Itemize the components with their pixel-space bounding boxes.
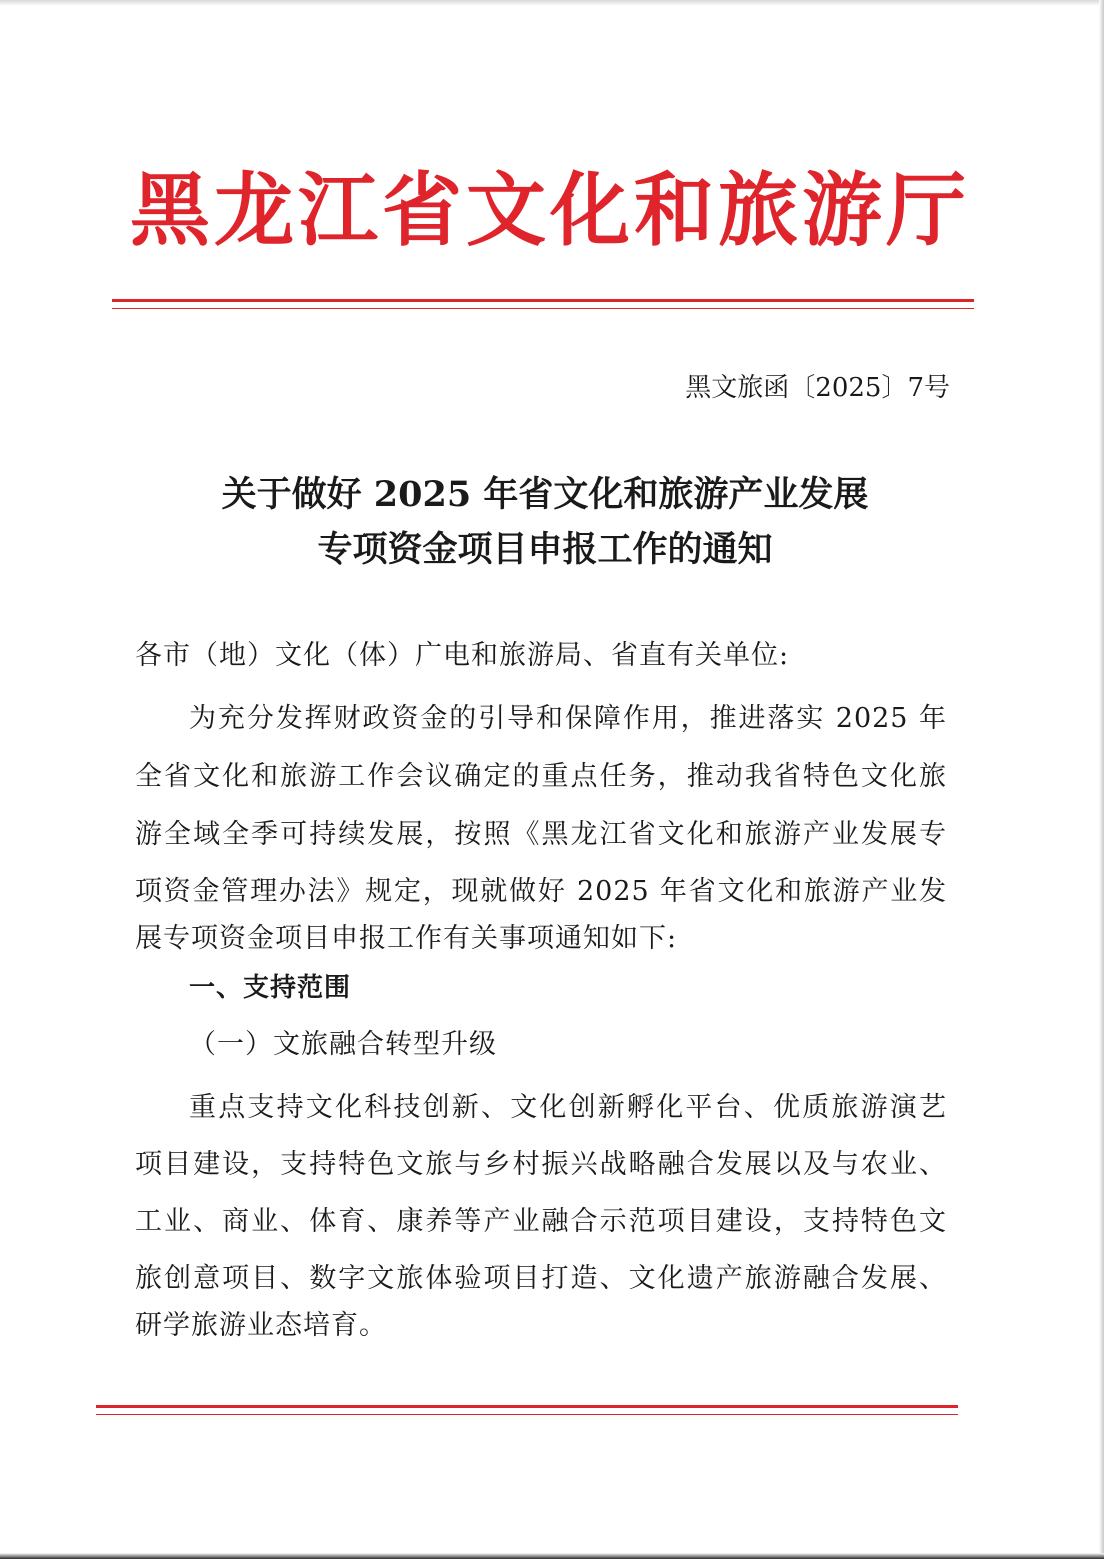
- organization-header: 黑龙江省文化和旅游厅: [130, 163, 970, 257]
- intro-line-2: 全省文化和旅游工作会议确定的重点任务，推动我省特色文化旅: [135, 761, 947, 792]
- intro-line-1: 为充分发挥财政资金的引导和保障作用，推进落实 2025 年: [189, 703, 947, 734]
- subsection-1-heading: （一）文旅融合转型升级: [189, 1029, 497, 1060]
- scan-edge-bottom: [0, 1553, 1104, 1559]
- subsection-1-line-2: 项目建设，支持特色文旅与乡村振兴战略融合发展以及与农业、: [135, 1149, 947, 1180]
- footer-rule-thin: [96, 1414, 958, 1415]
- scan-edge-right: [1099, 0, 1104, 1559]
- subsection-1-line-5: 研学旅游业态培育。: [135, 1310, 387, 1341]
- document-title-line-2: 专项资金项目申报工作的通知: [317, 529, 773, 570]
- section-1-heading: 一、支持范围: [189, 973, 352, 1003]
- footer-rule-thick: [96, 1405, 958, 1408]
- document-title-line-1: 关于做好 2025 年省文化和旅游产业发展: [221, 474, 869, 515]
- subsection-1-line-3: 工业、商业、体育、康养等产业融合示范项目建设，支持特色文: [135, 1206, 947, 1237]
- subsection-1-line-1: 重点支持文化科技创新、文化创新孵化平台、优质旅游演艺: [189, 1092, 947, 1123]
- scan-edge-top: [0, 0, 1104, 6]
- intro-line-5: 展专项资金项目申报工作有关事项通知如下:: [135, 923, 678, 954]
- salutation: 各市（地）文化（体）广电和旅游局、省直有关单位:: [135, 640, 790, 671]
- header-rule-thin: [112, 308, 974, 309]
- header-rule-thick: [112, 299, 974, 302]
- intro-line-4: 项资金管理办法》规定，现就做好 2025 年省文化和旅游产业发: [135, 876, 947, 907]
- subsection-1-line-4: 旅创意项目、数字文旅体验项目打造、文化遗产旅游融合发展、: [135, 1263, 947, 1294]
- document-number: 黑文旅函〔2025〕7号: [685, 373, 950, 403]
- intro-line-3: 游全域全季可持续发展，按照《黑龙江省文化和旅游产业发展专: [135, 819, 947, 850]
